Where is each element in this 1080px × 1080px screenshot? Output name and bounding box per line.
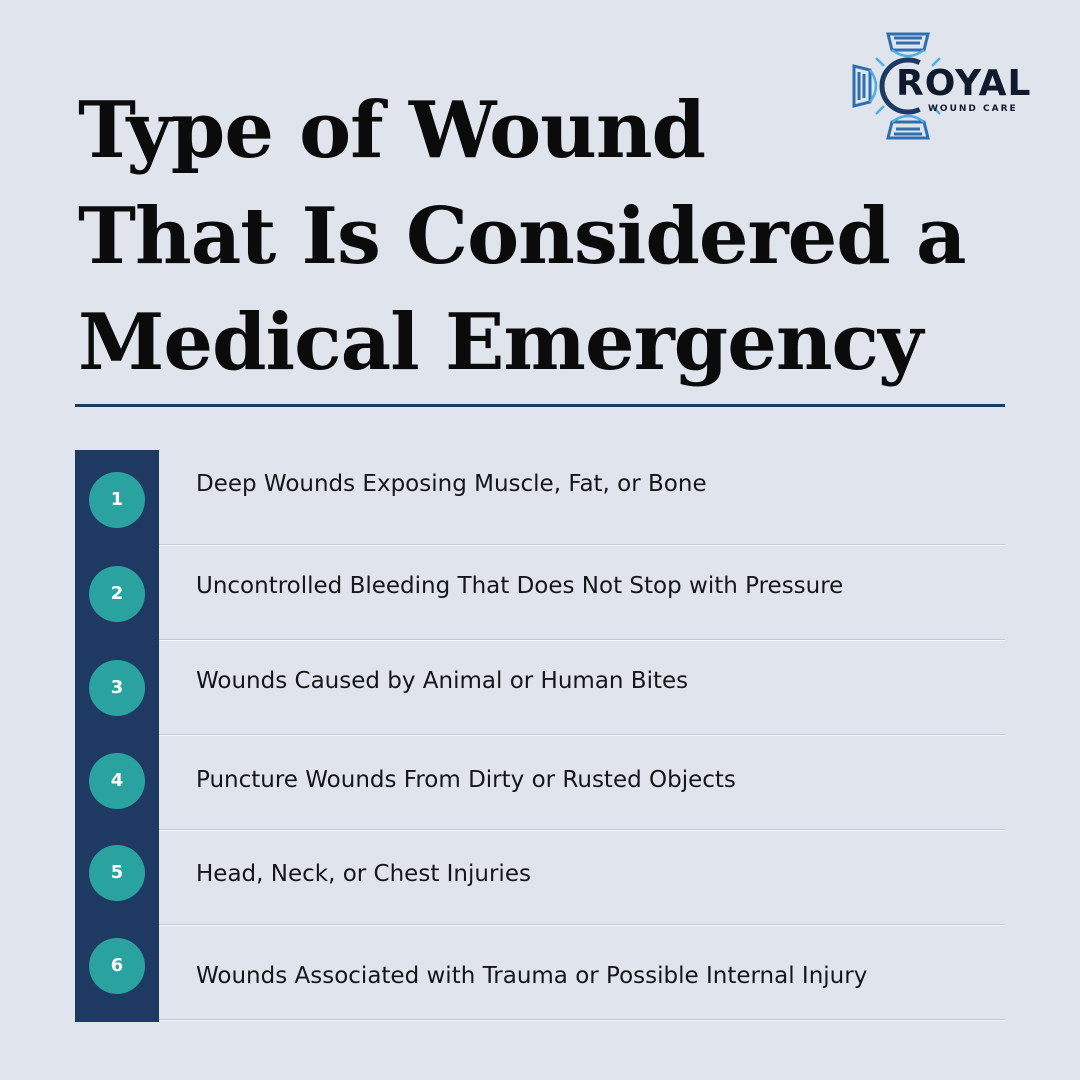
list-separator (159, 924, 1005, 926)
list-separator (159, 1019, 1005, 1021)
logo-tagline: WOUND CARE (928, 104, 1018, 114)
list-item-text: Head, Neck, or Chest Injuries (196, 861, 531, 887)
number-badge-4: 4 (89, 753, 145, 809)
list-separator (159, 829, 1005, 831)
list-item-text: Wounds Associated with Trauma or Possible Internal Injury (196, 963, 868, 989)
number-badge-5: 5 (89, 845, 145, 901)
title-line-3: Medical Emergency (78, 297, 923, 388)
number-badge-3: 3 (89, 660, 145, 716)
list-item-text: Uncontrolled Bleeding That Does Not Stop with Pressure (196, 573, 844, 599)
title-line-1: Type of Wound (78, 85, 706, 176)
list-item-text: Wounds Caused by Animal or Human Bites (196, 668, 689, 694)
list-separator (159, 734, 1005, 736)
number-sidebar (75, 450, 159, 1022)
list-separator (159, 544, 1005, 546)
title-line-2: That Is Considered a (78, 191, 966, 282)
logo-wordmark: ROYAL (896, 63, 1032, 104)
list-item-text: Deep Wounds Exposing Muscle, Fat, or Bone (196, 471, 707, 497)
number-badge-6: 6 (89, 938, 145, 994)
title-divider (75, 404, 1005, 407)
list-separator (159, 639, 1005, 641)
page-title (78, 78, 966, 396)
number-badge-1: 1 (89, 472, 145, 528)
list-item-text: Puncture Wounds From Dirty or Rusted Objects (196, 767, 736, 793)
number-badge-2: 2 (89, 566, 145, 622)
